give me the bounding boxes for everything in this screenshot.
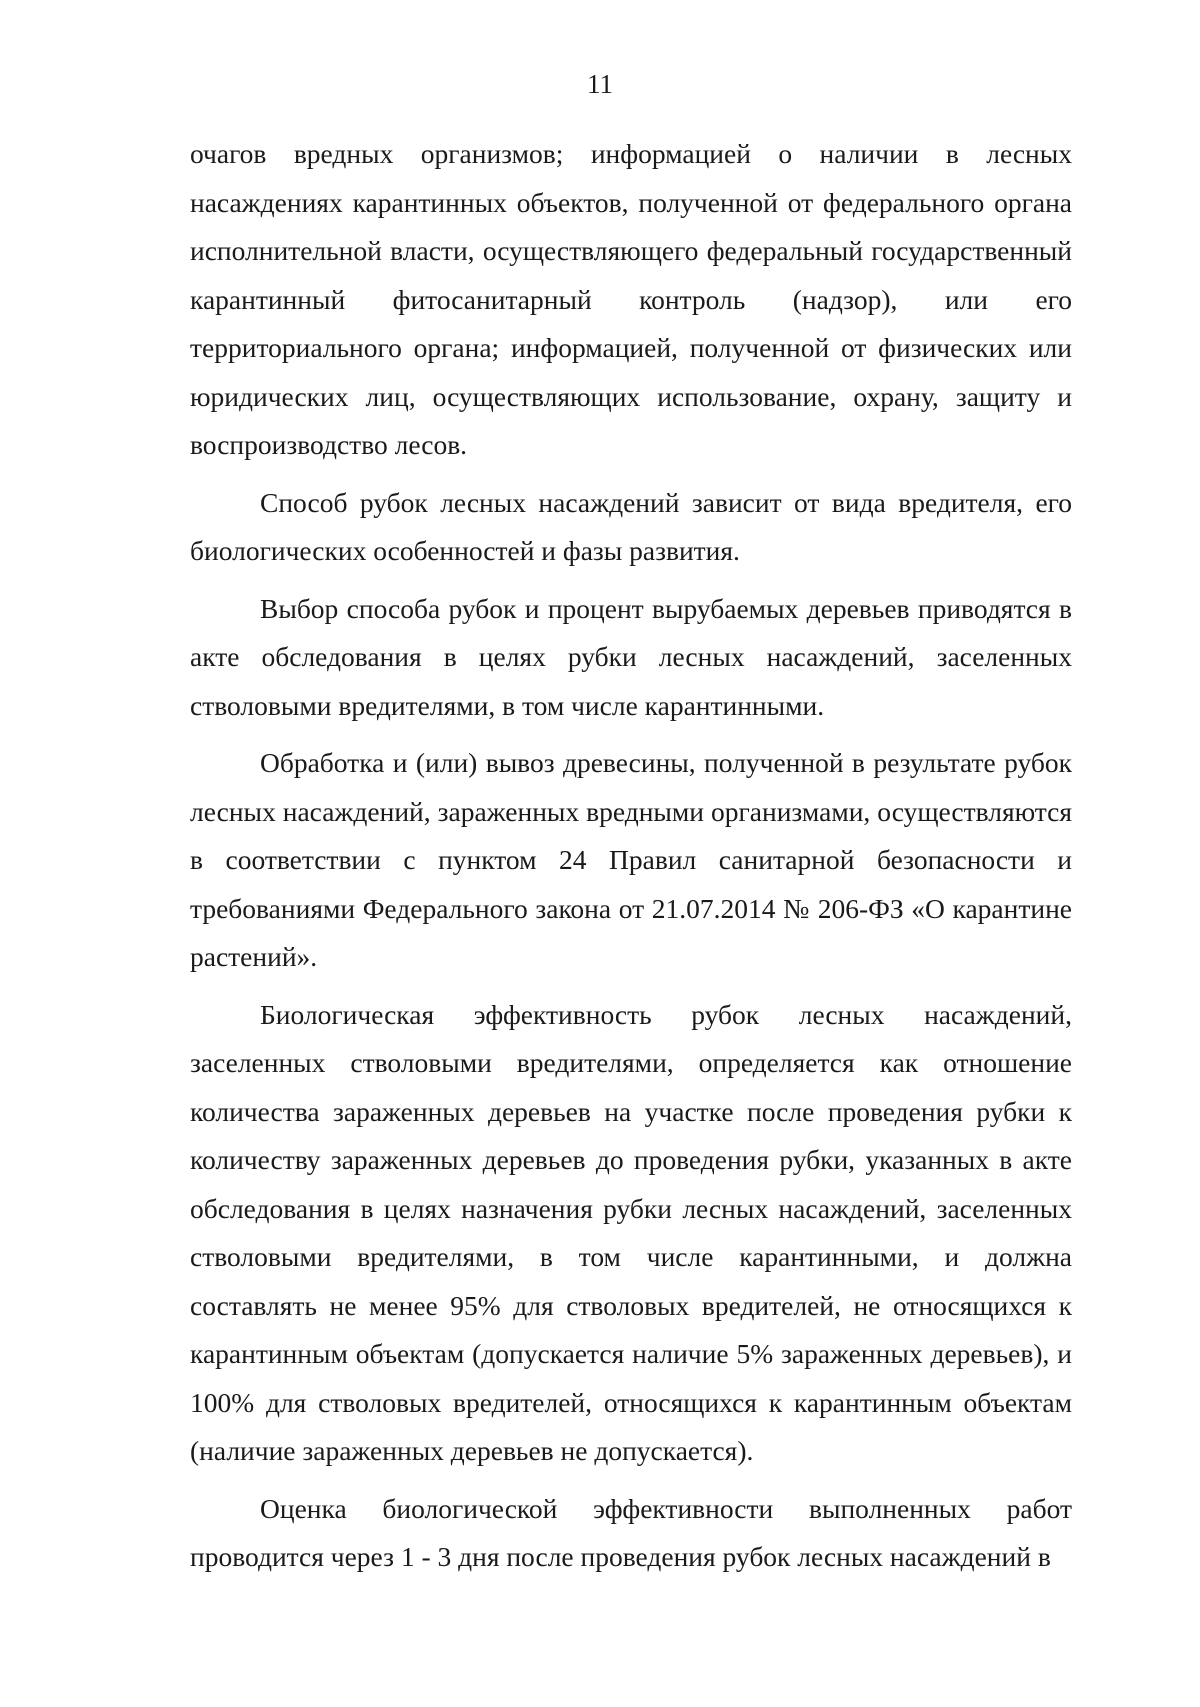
paragraph-wood-processing: Обработка и (или) вывоз древесины, полученной в результате рубок лесных насаждений, зараженных вредными организмами, осуществляются в соответствии с пунктом 24 Правил санитарной безопасности и требованиями Федерального закона от 21.07.2014 № 206-ФЗ «О карантине растений». — [190, 747, 1072, 972]
document-body — [190, 130, 1072, 1582]
paragraph-continuation: очагов вредных организмов; информацией о наличии в лесных насаждениях карантинных объектов, полученной от федерального органа исполнительной власти, осуществляющего федеральный государственный карантинный фитосанитарный контроль (надзор), или его территориального органа; информацией, полученной от физических или юридических лиц, осуществляющих использование, охрану, защиту и воспроизводство лесов. — [190, 138, 1072, 460]
paragraph-cutting-method: Способ рубок лесных насаждений зависит от вида вредителя, его биологических особенностей и фазы развития. — [190, 486, 1072, 566]
paragraph-efficiency-assessment: Оценка биологической эффективности выполненных работ проводится через 1 - 3 дня после проведения рубок лесных насаждений в — [190, 1492, 1072, 1572]
paragraph-cutting-selection: Выбор способа рубок и процент вырубаемых деревьев приводятся в акте обследования в целях рубки лесных насаждений, заселенных стволовыми вредителями, в том числе карантинными. — [190, 592, 1072, 721]
paragraph-biological-efficiency: Биологическая эффективность рубок лесных насаждений, заселенных стволовыми вредителями, определяется как отношение количества зараженных деревьев на участке после проведения рубки к количеству зараженных деревьев до проведения рубки, указанных в акте обследования в целях назначения рубки лесных насаждений, заселенных стволовыми вредителями, в том числе карантинными, и должна составлять не менее 95% для стволовых вредителей, не относящихся к карантинным объектам (допускается наличие 5% зараженных деревьев), и 100% для стволовых вредителей, относящихся к карантинным объектам (наличие зараженных деревьев не допускается). — [190, 998, 1072, 1466]
page-number: 11 — [587, 69, 613, 99]
